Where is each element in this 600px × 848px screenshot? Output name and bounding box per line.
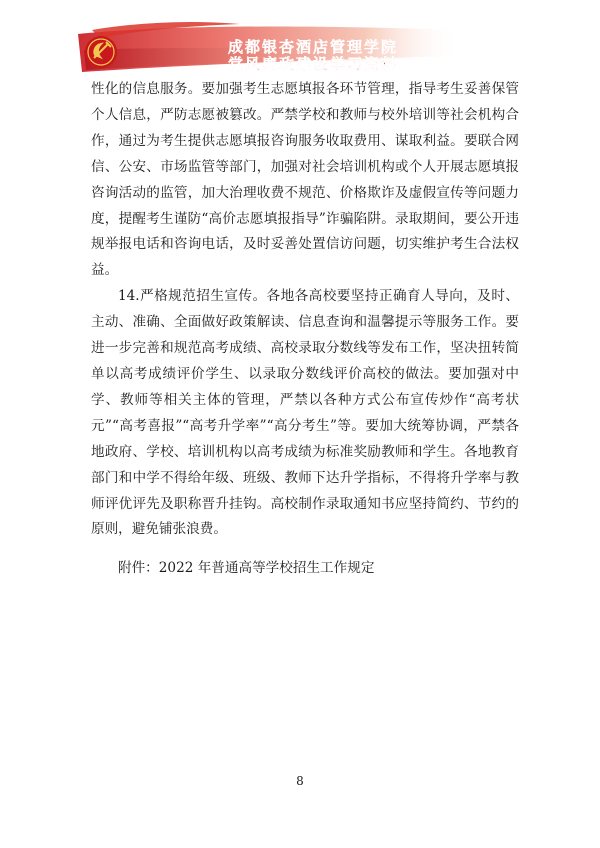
party-emblem-icon [85, 36, 117, 68]
document-body [91, 77, 519, 582]
page-number: 8 [296, 774, 304, 788]
page-header [0, 0, 600, 75]
header-title [228, 38, 398, 73]
header-title-line2: 党风廉政建设学习资料 [228, 55, 399, 73]
header-title-line1: 成都银杏酒店管理学院 [228, 38, 399, 56]
paragraph-continuation: 性化的信息服务。要加强考生志愿填报各环节管理，指导考生妥善保管个人信息，严防志愿被篡改。严禁学校和教师与校外培训等社会机构合作，通过为考生提供志愿填报咨询服务收取费用、谋取利益。要联合网信、公安、市场监管等部门，加强对社会培训机构或个人开展志愿填报咨询活动的监管，加大治理收费不规范、价格欺诈及虚假宣传等问题力度，提醒考生谨防“高价志愿填报指导”诈骗陷阱。录取期间，要公开违规举报电话和咨询电话，及时妥善处置信访问题，切实维护考生合法权益。 [91, 81, 519, 279]
attachment-note: 附件：2022 年普通高等学校招生工作规定 [118, 560, 375, 577]
paragraph-section-14: 14.严格规范招生宣传。各地各高校要坚持正确育人导向，及时、主动、准确、全面做好政策解读、信息查询和温馨提示等服务工作。要进一步完善和规范高考成绩、高校录取分数线等发布工作，坚决扭转简单以高考成绩评价学生、以录取分数线评价高校的做法。要加强对中学、教师等相关主体的管理，严禁以各种方式公布宣传炒作“高考状元”“高考喜报”“高考升学率”“高分考生”等。要加大统筹协调，严禁各地政府、学校、培训机构以高考成绩为标准奖励教师和学生。各地教育部门和中学不得给年级、班级、教师下达升学指标，不得将升学率与教师评优评先及职称晋升挂钩。高校制作录取通知书应坚持简约、节约的原则，避免铺张浪费。 [91, 288, 519, 538]
